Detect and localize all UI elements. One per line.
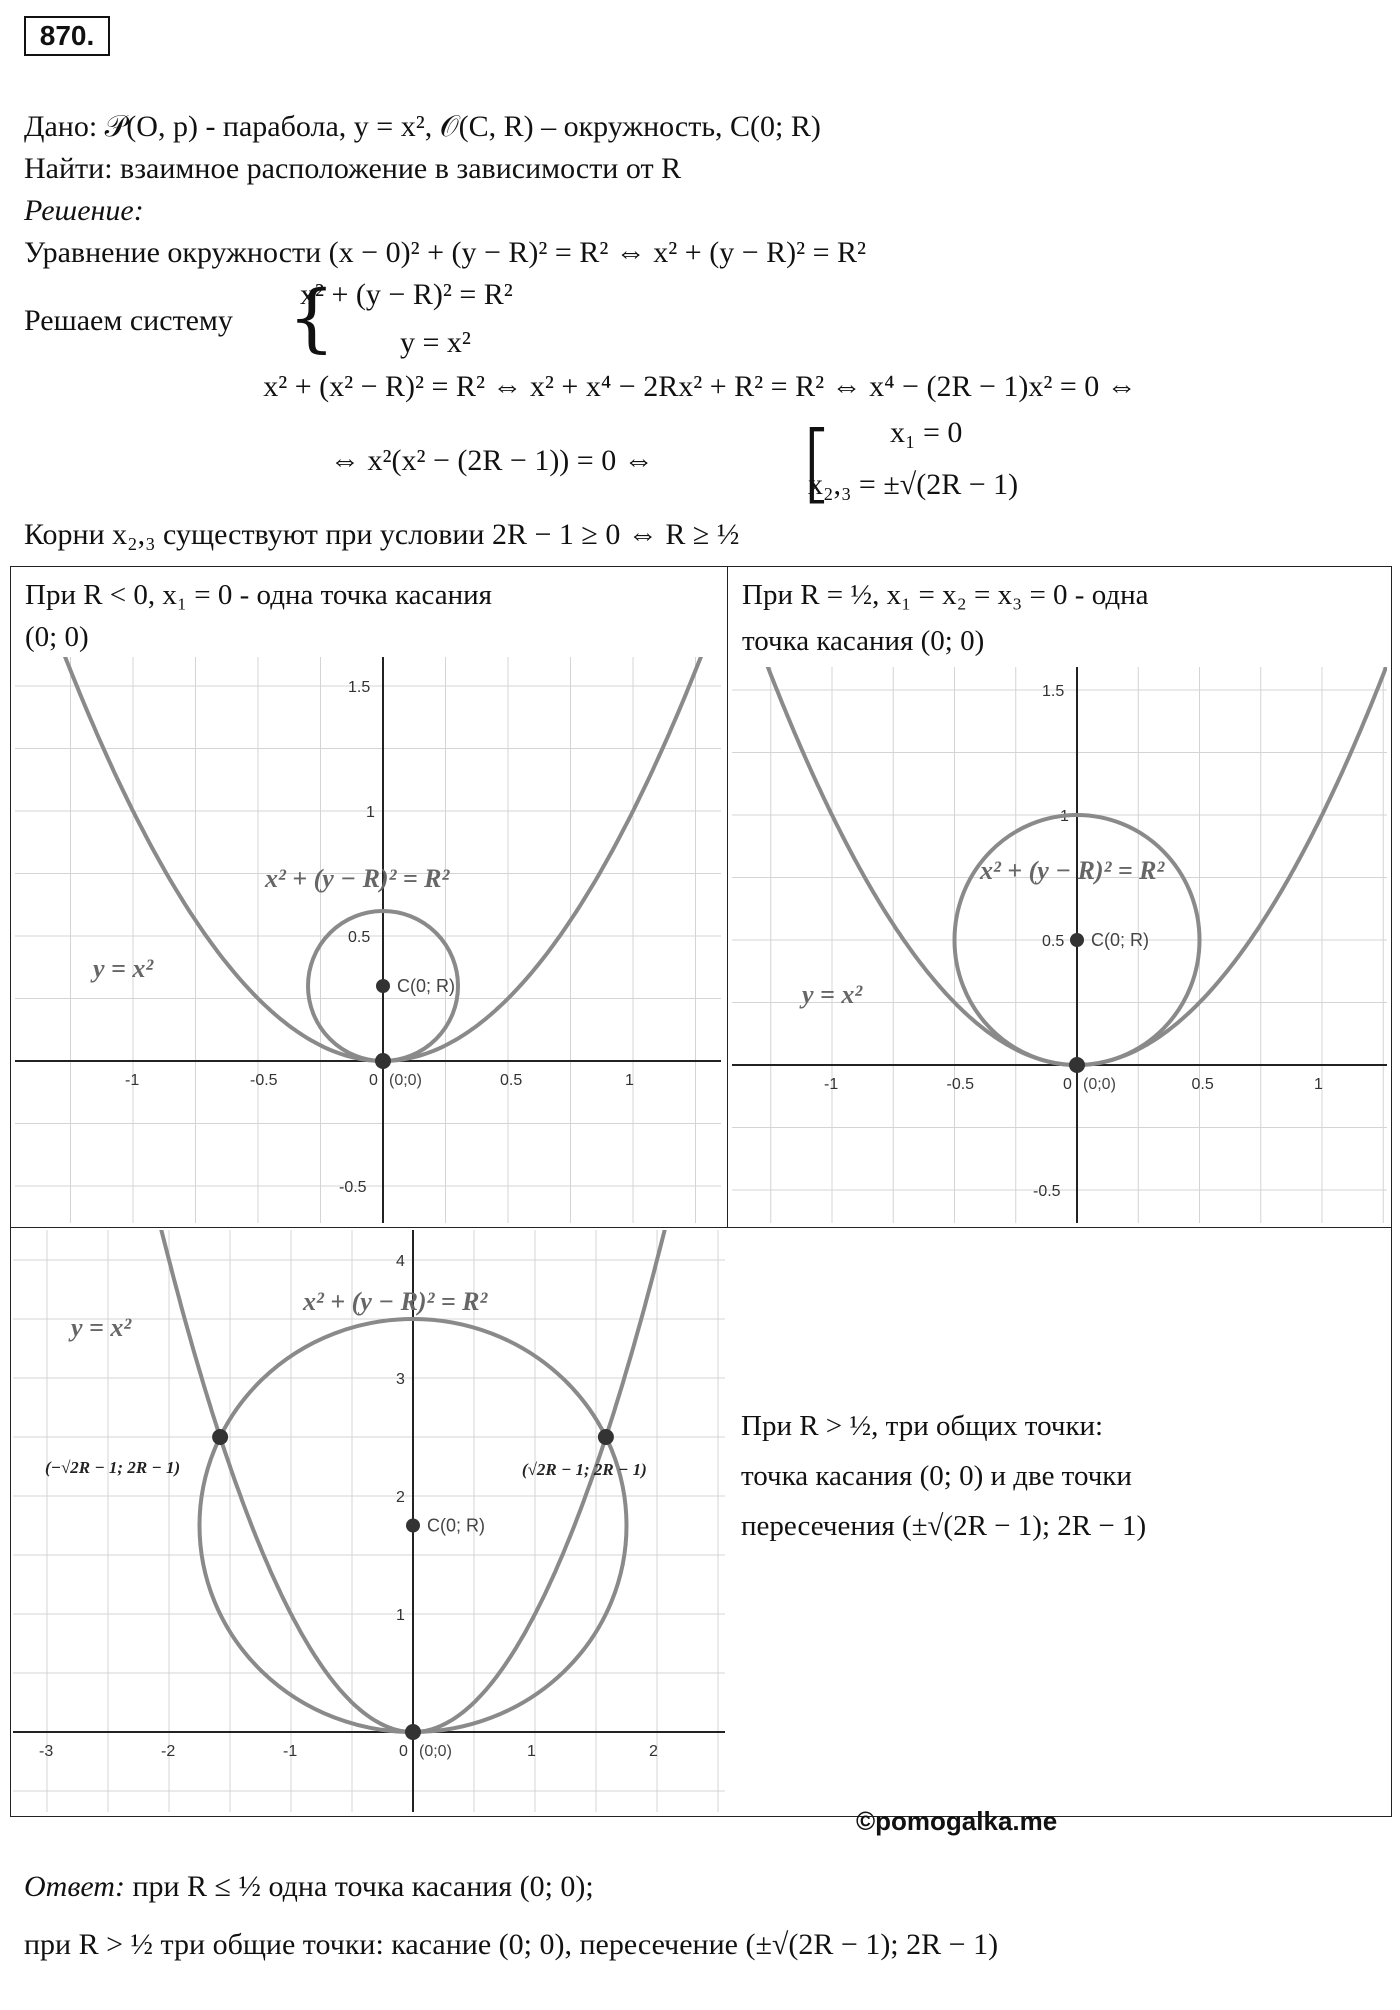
left-intersection-point bbox=[212, 1429, 228, 1445]
x-tick-label: -2 bbox=[161, 1743, 176, 1760]
x-tick-label: 2 bbox=[649, 1743, 658, 1760]
case3-graph bbox=[13, 1230, 725, 1812]
center-point bbox=[376, 979, 390, 993]
answer-line2: при R > ½ три общие точки: касание (0; 0), пересечение (±√(2R − 1); 2R − 1) bbox=[24, 1928, 999, 1961]
roots-condition: Корни x₂,₃ существуют при условии 2R − 1 ≥ 0 ⇔ R ≥ ½ bbox=[24, 518, 740, 551]
y-tick-label: 1 bbox=[1060, 808, 1069, 825]
circle-label: x² + (y − R)² = R² bbox=[303, 1287, 488, 1316]
parabola-label: y = x² bbox=[802, 980, 863, 1009]
center-point bbox=[1070, 933, 1084, 947]
answer-text1: при R ≤ ½ одна точка касания (0; 0); bbox=[132, 1870, 594, 1903]
derivation-line1: x² + (x² − R)² = R² ⇔ x² + x⁴ − 2Rx² + R² = R² ⇔ x⁴ − (2R − 1)x² = 0 ⇔ bbox=[263, 370, 1137, 403]
y-tick-label: 1.5 bbox=[348, 679, 371, 696]
center-point bbox=[406, 1519, 420, 1533]
system-brace: { bbox=[288, 275, 336, 361]
right-intersection-label: (√2R − 1; 2R − 1) bbox=[521, 1460, 647, 1479]
system-eq1: x² + (y − R)² = R² bbox=[300, 278, 513, 311]
origin-point bbox=[405, 1724, 421, 1740]
x-tick-label: -0.5 bbox=[250, 1072, 278, 1089]
system-intro: Решаем систему bbox=[24, 304, 233, 337]
origin-label: (0;0) bbox=[389, 1072, 422, 1089]
y-tick-label: 1.5 bbox=[1042, 683, 1065, 700]
origin-label: (0;0) bbox=[1083, 1076, 1116, 1093]
case2-panel bbox=[727, 566, 1392, 1228]
case1-text-line1: При R < 0, x₁ = 0 - одна точка касания bbox=[25, 579, 492, 611]
origin-point bbox=[1069, 1057, 1085, 1073]
x-tick-label: 1 bbox=[625, 1072, 634, 1089]
case3-text-line1: При R > ½, три общих точки: bbox=[741, 1410, 1104, 1442]
parabola-curve bbox=[25, 657, 721, 1061]
parabola-label: y = x² bbox=[93, 954, 154, 983]
x-tick-label: 0.5 bbox=[1191, 1076, 1214, 1093]
case3-panel bbox=[10, 1227, 1392, 1817]
origin-label: (0;0) bbox=[419, 1743, 452, 1760]
circle-equation-line: Уравнение окружности (x − 0)² + (y − R)² = R² ⇔ x² + (y − R)² = R² bbox=[24, 236, 867, 269]
x-tick-label: 0 bbox=[1063, 1076, 1072, 1093]
case2-graph bbox=[732, 667, 1387, 1223]
x-tick-label: 1 bbox=[527, 1743, 536, 1760]
x-tick-label: 0.5 bbox=[500, 1072, 523, 1089]
y-tick-label: 1 bbox=[396, 1607, 405, 1624]
case2-text-line2: точка касания (0; 0) bbox=[742, 625, 985, 657]
case3-text-line2: точка касания (0; 0) и две точки bbox=[741, 1460, 1132, 1492]
x-tick-label: -1 bbox=[125, 1072, 140, 1089]
root-x1: x₁ = 0 bbox=[890, 416, 963, 449]
solution-label: Решение: bbox=[24, 194, 144, 227]
answer-label: Ответ: bbox=[24, 1870, 125, 1903]
x-tick-label: -1 bbox=[283, 1743, 298, 1760]
x-tick-label: 1 bbox=[1314, 1076, 1323, 1093]
given-line: Дано: 𝒫(O, p) - парабола, y = x², 𝒪(C, R) – окружность, C(0; R) bbox=[24, 110, 821, 143]
y-tick-label: -0.5 bbox=[339, 1179, 367, 1196]
x-tick-label: -3 bbox=[39, 1743, 54, 1760]
y-tick-label: 4 bbox=[396, 1253, 405, 1270]
center-label: C(0; R) bbox=[397, 976, 455, 996]
case1-text-line2: (0; 0) bbox=[25, 621, 89, 653]
y-tick-label: 1 bbox=[366, 804, 375, 821]
roots-bracket: [ bbox=[800, 413, 834, 513]
circle-label: x² + (y − R)² = R² bbox=[980, 856, 1165, 885]
parabola-label: y = x² bbox=[71, 1313, 132, 1342]
x-tick-label: -0.5 bbox=[946, 1076, 975, 1093]
x-tick-label: 0 bbox=[369, 1072, 378, 1089]
x-tick-label: -1 bbox=[824, 1076, 839, 1093]
root-x23: x₂,₃ = ±√(2R − 1) bbox=[808, 468, 1019, 501]
center-label: C(0; R) bbox=[1091, 930, 1149, 950]
y-tick-label: 3 bbox=[396, 1371, 405, 1388]
case1-panel bbox=[10, 566, 728, 1228]
circle-label: x² + (y − R)² = R² bbox=[265, 864, 450, 893]
center-label: C(0; R) bbox=[427, 1515, 485, 1536]
find-line: Найти: взаимное расположение в зависимости от R bbox=[24, 152, 682, 185]
left-intersection-label: (−√2R − 1; 2R − 1) bbox=[45, 1458, 181, 1477]
case2-text-line1: При R = ½, x₁ = x₂ = x₃ = 0 - одна bbox=[742, 579, 1149, 611]
y-tick-label: 2 bbox=[396, 1489, 405, 1506]
x-tick-label: 0 bbox=[399, 1743, 408, 1760]
y-tick-label: -0.5 bbox=[1033, 1183, 1061, 1200]
derivation-line2: ⇔ x²(x² − (2R − 1)) = 0 ⇔ bbox=[330, 444, 654, 477]
case3-text-line3: пересечения (±√(2R − 1); 2R − 1) bbox=[741, 1510, 1147, 1542]
system-eq2: y = x² bbox=[400, 326, 471, 359]
origin-point bbox=[375, 1053, 391, 1069]
watermark: ©pomogalka.me bbox=[856, 1806, 1058, 1836]
y-tick-label: 0.5 bbox=[348, 929, 371, 946]
problem-number: 870. bbox=[24, 16, 110, 56]
answer-line1 bbox=[24, 1868, 594, 1906]
case1-graph bbox=[15, 657, 721, 1223]
right-intersection-point bbox=[598, 1429, 614, 1445]
y-tick-label: 0.5 bbox=[1042, 933, 1065, 950]
